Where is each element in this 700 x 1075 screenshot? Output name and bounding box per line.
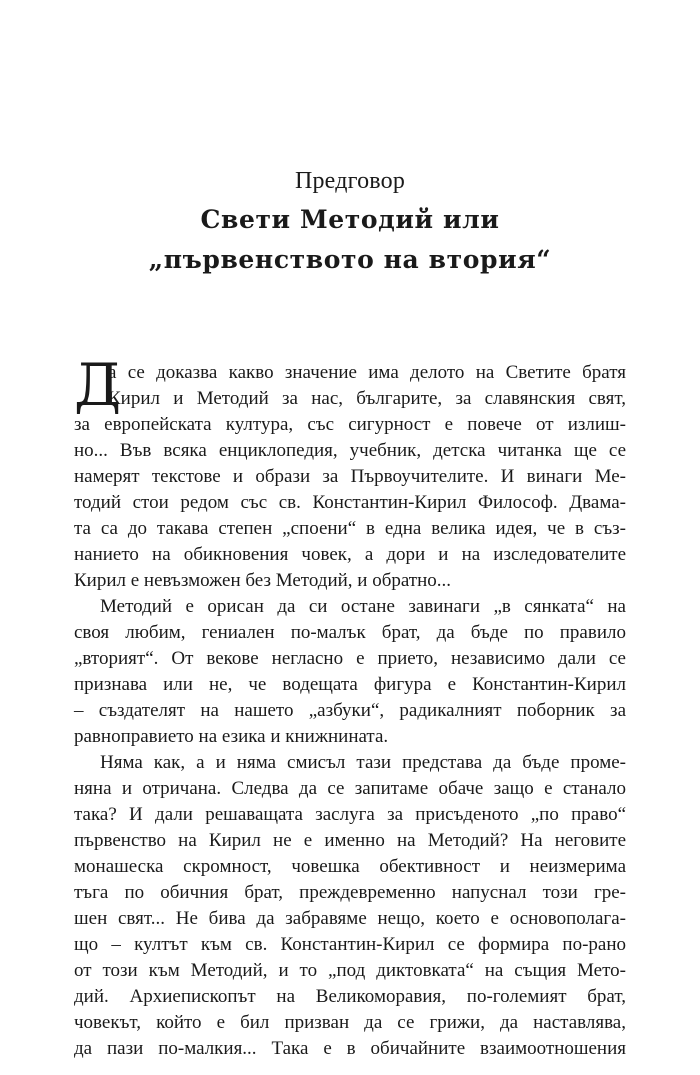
text-line: от този към Методий, и то „под диктовката“ на същия Мето-	[74, 960, 626, 981]
text-line: – създателят на нашето „азбуки“, радикалният поборник за	[74, 700, 626, 721]
text-line: за европейската култура, със сигурност е повече от излиш-	[74, 414, 626, 435]
text-line: Методий е орисан да си остане завинаги „в сянката“ на	[100, 596, 626, 617]
text-line: нанието на обикновения човек, а дори и на изследователите	[74, 544, 626, 565]
text-line: първенство на Кирил не е именно на Методий? На неговите	[74, 830, 626, 851]
text-line: равноправието на езика и книжнината.	[74, 726, 389, 747]
text-line: но... Във всяка енциклопедия, учебник, детска читанка ще се	[74, 440, 626, 461]
text-line: така? И дали решаващата заслуга за присъденото „по право“	[74, 804, 626, 825]
chapter-title-line-2: „първенството на втория“	[148, 245, 552, 274]
chapter-pretitle: Предговор	[294, 168, 406, 194]
text-line: та са до такава степен „споени“ в една велика идея, че в съз-	[74, 518, 626, 539]
text-line: тъга по обичния брат, преждевременно напуснал този гре-	[74, 882, 626, 903]
text-line: „вторият“. От векове негласно е прието, независимо дали се	[74, 648, 626, 669]
text-line: да пази по-малкия... Така е в обичайните взаимоотношения	[74, 1038, 626, 1059]
text-line: Кирил е невъзможен без Методий, и обратно...	[74, 570, 452, 591]
text-line: дий. Архиепископът на Великоморавия, по-големият брат,	[74, 986, 626, 1007]
text-line: своя любим, гениален по-малък брат, да бъде по правило	[74, 622, 626, 643]
text-line: тодий стои редом със св. Константин-Кирил Философ. Двама-	[74, 492, 626, 513]
chapter-title-line-1: Свети Методий или	[200, 205, 500, 234]
text-line: Кирил и Методий за нас, българите, за славянския свят,	[108, 388, 626, 409]
text-line: признава или не, че водещата фигура е Константин-Кирил	[74, 674, 626, 695]
text-line: що – култът към св. Константин-Кирил се формира по-рано	[74, 934, 626, 955]
text-line: а се доказва какво значение има делото на Светите братя	[108, 362, 626, 383]
text-line: монашеска скромност, човешка обективност и неизмерима	[74, 856, 626, 877]
text-line: шен свят... Не бива да забравяме нещо, което е основополага-	[74, 908, 626, 929]
text-line: човекът, който е бил призван да се грижи, да наставлява,	[74, 1012, 626, 1033]
text-line: Няма как, а и няма смисъл тази представа да бъде проме-	[100, 752, 626, 773]
drop-cap: Д	[74, 351, 122, 419]
body-text	[74, 351, 626, 1062]
text-line: няна и отричана. Следва да се запитаме обаче защо е станало	[74, 778, 626, 799]
text-line: намерят текстове и образи за Първоучителите. И винаги Ме-	[74, 466, 626, 487]
